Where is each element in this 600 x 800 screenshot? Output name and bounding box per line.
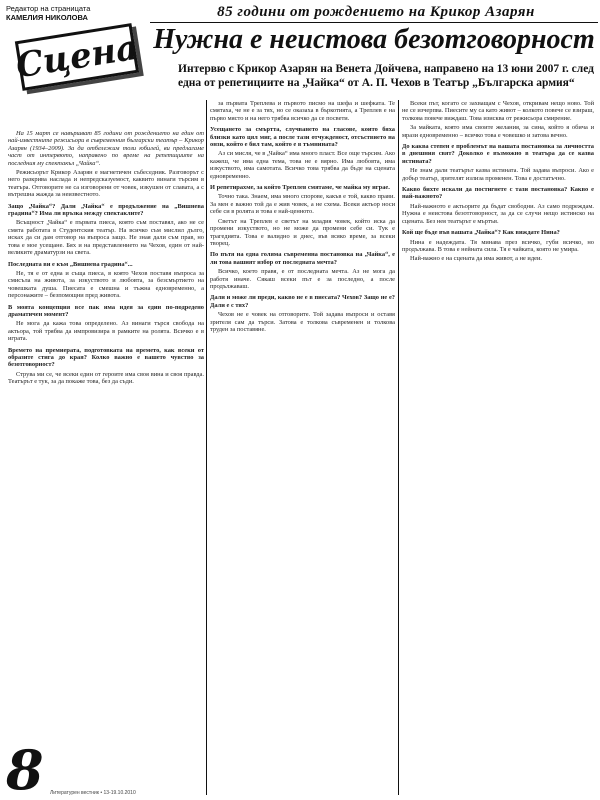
interview-question: Усещането за смъртта, случването на гласове, които бяха близки като цял миг, а после тази отчужденост, отсъствието на онзи, който е бил там, който е в тъмнината? xyxy=(210,126,395,149)
interview-question: Кой ще бъде във вашата „Чайка“? Как виждате Нина? xyxy=(402,229,560,237)
editor-credit xyxy=(6,4,92,22)
article-paragraph: Нина е надеждата. Тя минава през всичко, губи всичко, но продължава. В това е нейната сила. Тя е чайката, която не умира. xyxy=(402,238,594,253)
interview-question: По пътя на една голяма съвременна постановка на „Чайка“, е ли това вашият избор от последната мечта? xyxy=(210,251,395,266)
column-1 xyxy=(8,130,204,750)
interview-question: Дали и може ли преди, какво не е в пиесата? Чехов? Защо не е? Дали е с тях? xyxy=(210,294,395,309)
article-paragraph: Струва ми се, че всеки един от героите има своя вина и своя правда. Театърът е тук, за да покаже това, без да съди. xyxy=(8,370,204,386)
article-title: Нужна е неистова безотговорност xyxy=(153,24,595,55)
article-paragraph: За майката, която има своите желания, за сина, който я обича и мрази едновременно – всичко това е човешко и затова вечно. xyxy=(402,124,594,139)
article-subtitle: Интервю с Крикор Азарян на Венета Дойчева, направено на 13 юни 2007 г. след една от репетициите на „Чайка“ от А. П. Чехов в Театър „Българска армия“ xyxy=(178,63,594,89)
article-paragraph: Чехов не е човек на отговорите. Той задава въпроси и оставя зрителя сам да търси. Затова е толкова съвременен и толкова труден за поставяне. xyxy=(210,311,395,333)
section-logo xyxy=(12,26,140,96)
logo-text: Сцена xyxy=(13,27,141,87)
interview-question: Защо „Чайка“? Дали „Чайка“ е продължение на „Вишнева градина“? Има ли връзка между спектаклите? xyxy=(8,202,204,218)
column-divider xyxy=(206,100,207,795)
article-paragraph: Всичко, което правя, е от последната мечта. Аз не мога да работя иначе. Сякаш всеки път е за последно, а после продължаваш. xyxy=(210,268,395,290)
editor-name: КАМЕЛИЯ НИКОЛОВА xyxy=(6,13,88,22)
article-paragraph: Режисьорът Крикор Азарян е магнетичен събеседник. Разговорът с него разкрива наслада и непредсказуемост, каквито винаги търсим в театъра. Отговорите не са изговорени от човек, изкушен от славата, а с вътрешна жажда за неизвестното. xyxy=(8,169,204,199)
column-divider xyxy=(398,100,399,795)
divider xyxy=(150,22,598,23)
article-paragraph: Всъщност „Чайка“ е първата пиеса, която съм поставял, ако не се смята работата в Студентския театър. На всичко съм мислил дълго, исках да си дам отговор на въпроса защо. Не зная дали съм прав, но това е мое усещане. Бях и на представлението на Чехов, един от най-великите драматурзи на света. xyxy=(8,219,204,257)
interview-question: И репетирахме, за който Треплев смятаме, че майка му играе. xyxy=(210,184,390,192)
editor-label: Редактор на страницата xyxy=(6,4,91,13)
article-paragraph: Не, тя е от една и съща пиеса, в която Чехов поставя въпроса за смисъла на живота, за изкуството и любовта, за безсмъртието на човешката душа. Пиесата е смешна и тъжна едновременно, а персонажите – безпомощни пред живота. xyxy=(8,269,204,300)
article-paragraph: На 15 март се навършват 85 години от рождението на един от най-известните режисьори в съвременния български театър – Крикор Азарян (1934–2009). За да отбележим този юбилей, ви предлагаме част от интервюто, направено по време на репетициите на последния му спектакъл „Чайка“. xyxy=(8,130,204,167)
article-paragraph: Най-важно е на сцената да има живот, а не идеи. xyxy=(410,255,542,263)
anniversary-line: 85 години от рождението на Крикор Азарян xyxy=(217,4,535,20)
article-paragraph: за първата Треплева и първото писмо на шефа и шефката. Те смятаха, че не е за тях, но се оказаха в бъркотията, а Треплев е на първо място и на него трябва всичко да се посвети. xyxy=(210,100,395,122)
article-paragraph: Точно така. Знаем, има много спорове, какъв е той, какво прави. За мен е важно той да е жив човек, а не схема. Всеки актьор носи себе си в ролята и това е най-ценното. xyxy=(210,193,395,216)
column-3 xyxy=(402,100,594,795)
logo-box xyxy=(15,23,139,91)
article-paragraph: Не мога да кажа това определено. Аз винаги търся свобода на актьора, той трябва да импровизира в рамките на ролята. Всичко е в играта. xyxy=(8,320,204,343)
article-paragraph: Най-важното е актьорите да бъдат свободни. Аз само подреждам. Нужна е неистова безотговорност, за да се случи нещо истинско на сцената. Без нея театърът е мъртъв. xyxy=(402,202,594,225)
article-paragraph: Не знам дали театърът казва истината. Той задава въпроси. Ако е добър театър, зрителят излиза променен. Това е достатъчно. xyxy=(402,167,594,182)
column-2 xyxy=(210,100,395,795)
interview-question: До каква степен е проблемът на вашата постановка за личността в днешния свят? Доколко е възможно в театъра да се казва истината? xyxy=(402,143,594,165)
interview-question: Последната ви е към „Вишнева градина“... xyxy=(8,260,133,268)
interview-question: В моята концепция все пак има идея за един по-подредено драматичен момент? xyxy=(8,303,204,318)
footer-credit: Литературен вестник • 13-19.10.2010 xyxy=(50,790,136,796)
interview-question: Времето на премиерата, подготовката на времето, как всеки от образите стига до края? Колко важно е вашето чувство за безотговорност? xyxy=(8,346,204,369)
article-paragraph: Светът на Треплев е светът на младия човек, който иска да промени изкуството, но не може да промени себе си. Тук е трагедията. Това е валидно и днес, във всяко време, за всеки творец. xyxy=(210,217,395,247)
interview-question: Какво бихте искали да постигнете с тази постановка? Какво е най-важното? xyxy=(402,186,594,201)
page-number: 8 xyxy=(6,738,44,800)
article-paragraph: Всеки път, когато се захващам с Чехов, откривам нещо ново. Той не се изчерпва. Пиесите му са като живот – колкото повече се взираш, толкова повече виждаш. Това изисква от режисьора смирение. xyxy=(402,100,594,122)
article-paragraph: Аз си мисля, че в „Чайка“ има много пласт. Все още търсим. Ако кажеш, че има една тема, това не е вярно. Има любовта, има изкуството, има самотата. Всичко това трябва да бъде на сцената едновременно. xyxy=(210,150,395,180)
